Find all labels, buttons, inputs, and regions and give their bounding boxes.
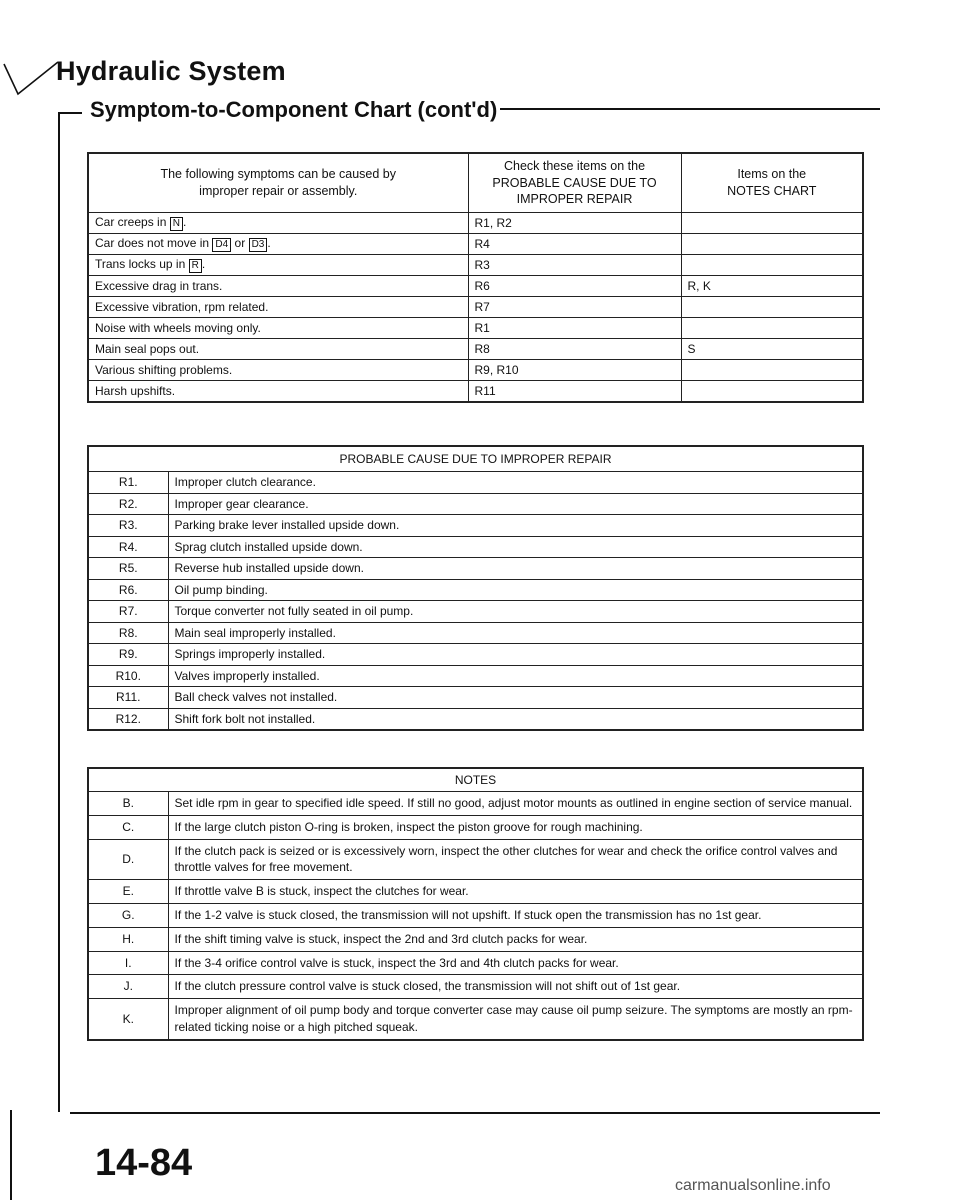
note-text: If the clutch pressure control valve is stuck closed, the transmission will not shift out of 1st gear. (168, 975, 863, 999)
table-row (88, 339, 863, 360)
note-code: J. (88, 975, 168, 999)
gear-key-label: D4 (212, 238, 231, 252)
table-row (88, 579, 863, 601)
column-header: The following symptoms can be caused by improper repair or assembly. (88, 153, 468, 213)
cause-code: R12. (88, 708, 168, 730)
table-header-row (88, 153, 863, 213)
table-row (88, 687, 863, 709)
cause-code: R4. (88, 536, 168, 558)
table-row (88, 644, 863, 666)
note-text: If throttle valve B is stuck, inspect the clutches for wear. (168, 880, 863, 904)
gear-key-label: D3 (249, 238, 268, 252)
checkmark-icon (2, 60, 62, 100)
column-header: Check these items on the PROBABLE CAUSE DUE TO IMPROPER REPAIR (468, 153, 681, 213)
gear-key-label: R (189, 259, 202, 273)
frame-left-rule (58, 112, 60, 1112)
cause-description: Ball check valves not installed. (168, 687, 863, 709)
cause-description: Main seal improperly installed. (168, 622, 863, 644)
page-subtitle: Symptom-to-Component Chart (cont'd) (90, 97, 498, 122)
cause-code: R5. (88, 558, 168, 580)
header-rule (500, 108, 880, 110)
cause-description: Improper gear clearance. (168, 493, 863, 515)
table-row (88, 536, 863, 558)
note-text: If the 1-2 valve is stuck closed, the transmission will not upshift. If stuck open the transmission has no 1st gear. (168, 903, 863, 927)
notes-codes-cell (681, 255, 863, 276)
table-row (88, 708, 863, 730)
table-row (88, 951, 863, 975)
notes-codes-cell (681, 234, 863, 255)
note-code: C. (88, 815, 168, 839)
cause-code: R2. (88, 493, 168, 515)
table-row (88, 472, 863, 494)
notes-codes-cell: S (681, 339, 863, 360)
note-code: G. (88, 903, 168, 927)
notes-codes-cell (681, 381, 863, 403)
table-row (88, 903, 863, 927)
page-edge-bar (10, 1110, 12, 1200)
table-row (88, 213, 863, 234)
table-row (88, 927, 863, 951)
note-code: H. (88, 927, 168, 951)
table-header-row (88, 446, 863, 472)
table-row (88, 515, 863, 537)
table-row (88, 493, 863, 515)
symptom-text: Noise with wheels moving only. (95, 321, 261, 335)
cause-code: R3. (88, 515, 168, 537)
table-header-row (88, 768, 863, 792)
table-row (88, 815, 863, 839)
symptom-text: Excessive vibration, rpm related. (95, 300, 269, 314)
symptom-cell (88, 255, 468, 276)
symptom-punct: . (201, 257, 206, 271)
table-title: NOTES (88, 768, 863, 792)
table-row (88, 381, 863, 403)
symptom-text: Harsh upshifts. (95, 384, 176, 398)
frame-bottom-rule (70, 1112, 880, 1114)
notes-codes-cell (681, 360, 863, 381)
table-row (88, 318, 863, 339)
symptom-text: Main seal pops out. (95, 342, 200, 356)
note-code: E. (88, 880, 168, 904)
cause-code: R10. (88, 665, 168, 687)
table-row (88, 601, 863, 623)
table-row (88, 665, 863, 687)
table-row (88, 276, 863, 297)
cause-code: R7. (88, 601, 168, 623)
cause-description: Shift fork bolt not installed. (168, 708, 863, 730)
table-row (88, 297, 863, 318)
cause-description: Parking brake lever installed upside down. (168, 515, 863, 537)
note-code: D. (88, 839, 168, 880)
symptom-cell (88, 360, 468, 381)
cause-description: Reverse hub installed upside down. (168, 558, 863, 580)
table-row (88, 234, 863, 255)
table-row (88, 999, 863, 1040)
header-dash (58, 112, 82, 114)
cause-description: Torque converter not fully seated in oil pump. (168, 601, 863, 623)
note-code: K. (88, 999, 168, 1040)
cause-codes-cell: R1 (468, 318, 681, 339)
symptom-text: Trans locks up in (95, 257, 186, 271)
symptom-text: Various shifting problems. (95, 363, 233, 377)
cause-description: Valves improperly installed. (168, 665, 863, 687)
cause-codes-cell: R4 (468, 234, 681, 255)
page-number: 14-84 (95, 1142, 193, 1184)
symptom-text: Car does not move in (95, 236, 210, 250)
notes-codes-cell (681, 213, 863, 234)
note-text: If the large clutch piston O-ring is broken, inspect the piston groove for rough machining. (168, 815, 863, 839)
notes-table (87, 767, 864, 1041)
table-row (88, 255, 863, 276)
symptom-cell (88, 234, 468, 255)
cause-description: Oil pump binding. (168, 579, 863, 601)
symptom-cell (88, 339, 468, 360)
table-row (88, 792, 863, 816)
cause-codes-cell: R9, R10 (468, 360, 681, 381)
symptom-table (87, 152, 864, 403)
table-row (88, 839, 863, 880)
cause-codes-cell: R3 (468, 255, 681, 276)
note-text: If the clutch pack is seized or is excessively worn, inspect the other clutches for wear and check the orifice control valves and throttle valves for free movement. (168, 839, 863, 880)
table-title: PROBABLE CAUSE DUE TO IMPROPER REPAIR (88, 446, 863, 472)
watermark: carmanualsonline.info (675, 1177, 831, 1194)
table-row (88, 558, 863, 580)
symptom-text: Excessive drag in trans. (95, 279, 223, 293)
symptom-punct: . (182, 215, 187, 229)
column-header: Items on the NOTES CHART (681, 153, 863, 213)
page-title: Hydraulic System (56, 56, 286, 86)
table-row (88, 880, 863, 904)
notes-codes-cell (681, 318, 863, 339)
cause-code: R6. (88, 579, 168, 601)
cause-code: R9. (88, 644, 168, 666)
symptom-cell (88, 297, 468, 318)
table-row (88, 975, 863, 999)
cause-description: Springs improperly installed. (168, 644, 863, 666)
cause-codes-cell: R8 (468, 339, 681, 360)
cause-description: Sprag clutch installed upside down. (168, 536, 863, 558)
note-text: If the 3-4 orifice control valve is stuck, inspect the 3rd and 4th clutch packs for wear. (168, 951, 863, 975)
note-text: If the shift timing valve is stuck, inspect the 2nd and 3rd clutch packs for wear. (168, 927, 863, 951)
symptom-cell (88, 213, 468, 234)
cause-codes-cell: R1, R2 (468, 213, 681, 234)
table-row (88, 360, 863, 381)
cause-code: R8. (88, 622, 168, 644)
symptom-cell (88, 318, 468, 339)
cause-code: R1. (88, 472, 168, 494)
symptom-cell (88, 381, 468, 403)
gear-key-label: N (170, 217, 183, 231)
probable-cause-table (87, 445, 864, 731)
cause-description: Improper clutch clearance. (168, 472, 863, 494)
symptom-punct: . (267, 236, 271, 250)
notes-codes-cell: R, K (681, 276, 863, 297)
cause-codes-cell: R6 (468, 276, 681, 297)
cause-codes-cell: R7 (468, 297, 681, 318)
symptom-cell (88, 276, 468, 297)
note-text: Set idle rpm in gear to specified idle speed. If still no good, adjust motor mounts as outlined in engine section of service manual. (168, 792, 863, 816)
note-code: B. (88, 792, 168, 816)
cause-codes-cell: R11 (468, 381, 681, 403)
table-row (88, 622, 863, 644)
note-code: I. (88, 951, 168, 975)
notes-codes-cell (681, 297, 863, 318)
symptom-conjunction: or (234, 236, 246, 250)
symptom-text: Car creeps in (95, 215, 167, 229)
note-text: Improper alignment of oil pump body and torque converter case may cause oil pump seizure. The symptoms are mostly an rpm-related ticking noise or a high pitched squeak. (168, 999, 863, 1040)
cause-code: R11. (88, 687, 168, 709)
